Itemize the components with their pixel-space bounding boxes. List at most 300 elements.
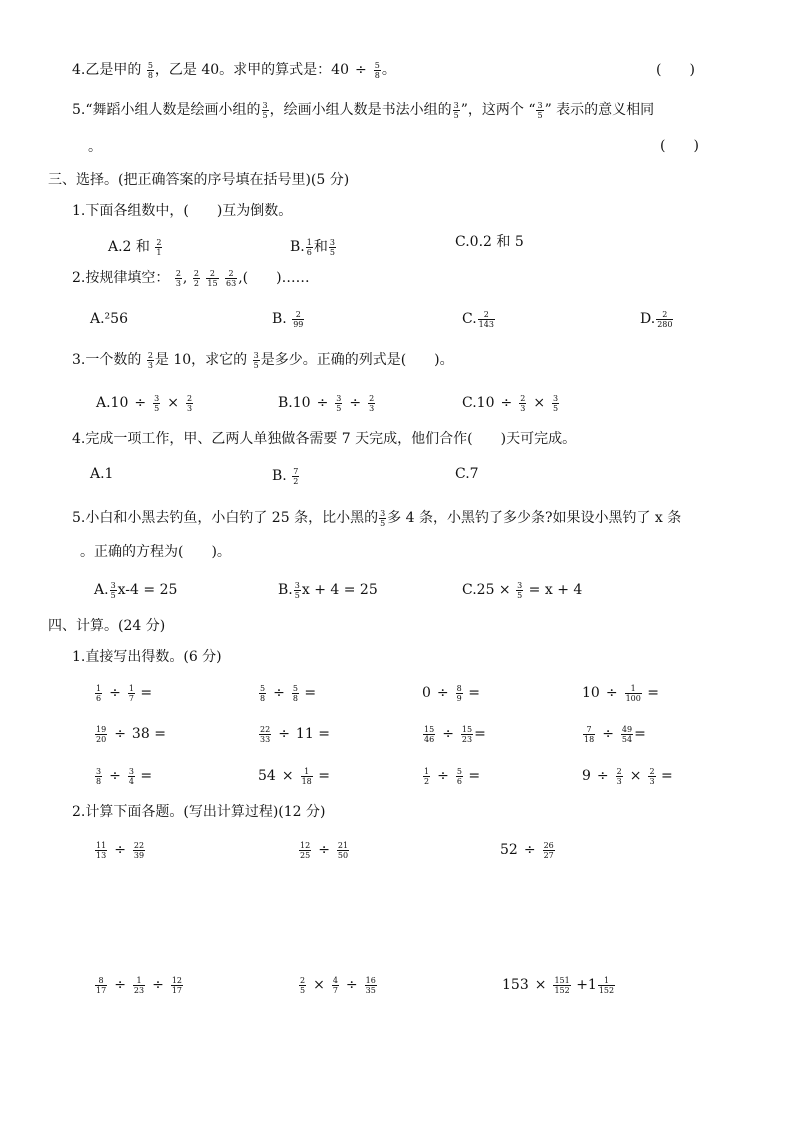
denominator: 35 — [365, 985, 376, 995]
text: B. — [272, 311, 287, 327]
text: 5. — [72, 510, 86, 526]
fraction — [536, 101, 543, 120]
text: 54 — [258, 768, 276, 784]
section-title: 四、计算。(24 分) — [48, 618, 166, 634]
fraction — [259, 725, 271, 744]
numerator: 3 — [128, 766, 134, 776]
text: 。 — [381, 62, 396, 78]
calc-expr — [94, 840, 146, 860]
text: 小白和小黑去钓鱼，小白钓了 25 条，比小黑的 — [85, 510, 379, 526]
operator: ÷ — [345, 977, 358, 993]
text: 乙是甲的 — [85, 62, 142, 78]
numerator: 2 — [292, 310, 304, 320]
numerator: 1 — [306, 237, 312, 247]
operator: × — [534, 977, 547, 993]
numerator: 1 — [625, 684, 642, 694]
numerator: 1 — [96, 683, 102, 693]
operator: ÷ — [134, 395, 147, 411]
denominator: 5 — [453, 110, 459, 120]
denominator: 143 — [478, 319, 494, 329]
numerator: 1 — [424, 766, 430, 776]
numerator: 15 — [461, 724, 473, 734]
denominator: 2 — [193, 278, 199, 288]
numerator: 3 — [553, 393, 559, 403]
text: A.2 和 — [108, 239, 150, 255]
judge-q4 — [72, 60, 396, 80]
operator: × — [167, 395, 179, 411]
denominator: 5 — [262, 110, 268, 120]
denominator: 54 — [621, 734, 633, 744]
text: 52 — [500, 842, 518, 858]
numerator: 3 — [517, 580, 523, 590]
denominator: 5 — [253, 360, 259, 370]
calc-item — [258, 766, 330, 786]
text: A.10 — [96, 395, 129, 411]
numerator: 26 — [543, 840, 554, 850]
calc-item — [582, 683, 659, 703]
numerator: 5 — [260, 683, 266, 693]
denominator: 20 — [96, 734, 107, 744]
fraction — [616, 767, 623, 786]
numerator: 2 — [300, 975, 306, 985]
judge-q5 — [72, 100, 654, 120]
numerator: 19 — [96, 724, 107, 734]
calc-item — [258, 724, 330, 744]
text: B.10 — [278, 395, 311, 411]
denominator: 9 — [456, 693, 462, 703]
denominator: 7 — [128, 693, 134, 703]
calc-item — [94, 766, 152, 786]
fraction — [128, 767, 135, 786]
numerator: 2 — [175, 268, 181, 278]
denominator: 27 — [543, 850, 554, 860]
operator: ÷ — [152, 977, 164, 993]
numerator: 22 — [260, 724, 271, 734]
fraction — [133, 976, 145, 995]
denominator: 5 — [329, 247, 335, 257]
denominator: 6 — [306, 247, 312, 257]
text: 9 — [582, 768, 591, 784]
denominator: 6 — [96, 693, 102, 703]
operator: × — [313, 977, 325, 993]
fraction — [292, 467, 299, 486]
fraction — [453, 101, 460, 120]
fraction — [299, 841, 311, 860]
calc-item — [94, 724, 166, 744]
fraction — [423, 725, 435, 744]
text: ”，这两个 “ — [460, 102, 536, 118]
text: ，乙是 40。求甲的算式是： — [154, 62, 332, 78]
denominator: 8 — [374, 70, 380, 80]
text: D. — [640, 311, 656, 327]
denominator: 18 — [584, 734, 595, 744]
fraction — [155, 238, 162, 257]
operator: ÷ — [316, 395, 329, 411]
denominator: 5 — [300, 985, 306, 995]
answer-paren[interactable]: ( ) — [660, 138, 699, 154]
denominator: 18 — [301, 776, 312, 786]
denominator: 5 — [553, 403, 559, 413]
numerator: 5 — [456, 766, 462, 776]
operator: ÷ — [355, 62, 367, 78]
denominator: 8 — [147, 70, 153, 80]
fraction — [306, 238, 313, 257]
denominator: 152 — [554, 985, 570, 995]
text: B. — [278, 582, 293, 598]
option-a[interactable]: A.1 — [90, 466, 114, 482]
numerator: 11 — [96, 840, 107, 850]
numerator: 5 — [147, 60, 153, 70]
option-c[interactable] — [462, 309, 496, 329]
numerator: 12 — [300, 840, 311, 850]
operator: ÷ — [114, 842, 126, 858]
calc-item — [422, 683, 480, 703]
numerator: 2 — [206, 269, 218, 279]
numerator: 2 — [369, 393, 375, 403]
text: 38 — [131, 726, 150, 742]
option-c[interactable]: C.7 — [455, 466, 479, 482]
denominator: 1 — [156, 247, 162, 257]
text: C. — [462, 311, 477, 327]
text: 多 4 条，小黑钓了多少条?如果设小黑钓了 x 条 — [387, 510, 682, 526]
denominator: 50 — [337, 850, 349, 860]
option-b[interactable] — [290, 237, 337, 257]
numerator: 2 — [193, 268, 199, 278]
fraction — [301, 767, 313, 786]
fraction — [259, 684, 266, 703]
numerator: 3 — [336, 393, 342, 403]
denominator: 15 — [207, 278, 218, 288]
numerator: 7 — [583, 725, 595, 735]
denominator: 3 — [175, 278, 181, 288]
numerator: 1 — [128, 683, 134, 693]
numerator: 12 — [171, 975, 183, 985]
denominator: 17 — [96, 985, 107, 995]
operator: ÷ — [318, 842, 330, 858]
text: = — [140, 685, 153, 701]
text: 是多少。正确的列式是( )。 — [260, 352, 454, 368]
fraction — [379, 509, 386, 528]
denominator: 100 — [625, 693, 641, 703]
denominator: 3 — [616, 776, 622, 786]
denominator: 3 — [147, 360, 153, 370]
operator: ÷ — [114, 977, 126, 993]
numerator: 2 — [649, 766, 655, 776]
operator: ÷ — [278, 726, 290, 742]
numerator: 1 — [301, 767, 313, 777]
text: = — [304, 685, 317, 701]
denominator: 13 — [96, 850, 107, 860]
denominator: 6 — [456, 776, 462, 786]
fraction — [171, 976, 183, 995]
denominator: 5 — [517, 590, 523, 600]
text: C.10 — [462, 395, 495, 411]
fraction — [294, 581, 301, 600]
numerator: 8 — [95, 976, 107, 986]
option-b[interactable] — [272, 309, 305, 329]
fraction — [478, 310, 495, 329]
text: = — [154, 726, 166, 742]
option-c[interactable] — [462, 393, 560, 413]
denominator: 3 — [649, 776, 655, 786]
text: 10 — [582, 685, 600, 701]
denominator: 8 — [96, 776, 102, 786]
denominator: 39 — [133, 850, 145, 860]
numerator: 3 — [262, 100, 268, 110]
text: 11 — [295, 726, 314, 742]
fraction — [299, 976, 306, 995]
text: 4. — [72, 431, 86, 447]
fraction — [95, 684, 102, 703]
calc-expr — [500, 840, 556, 860]
sub-title: 1.直接写出得数。(6 分) — [72, 649, 222, 665]
numerator: 1 — [598, 976, 615, 986]
fraction — [332, 976, 339, 995]
text: “舞蹈小组人数是绘画小组的 — [85, 102, 261, 118]
numerator: 1 — [133, 976, 145, 986]
text: 2. — [72, 270, 86, 286]
denominator: 5 — [294, 590, 300, 600]
text: B. — [272, 468, 287, 484]
choice-q5 — [72, 508, 681, 528]
numerator: 8 — [456, 683, 462, 693]
text: +1 — [576, 977, 597, 993]
numerator: 3 — [294, 580, 300, 590]
denominator: 5 — [336, 403, 342, 413]
numerator: 151 — [554, 975, 570, 985]
denominator: 8 — [292, 693, 298, 703]
operator: ÷ — [109, 685, 121, 701]
option-a[interactable] — [94, 580, 177, 600]
text: 3. — [72, 352, 86, 368]
fraction — [329, 238, 336, 257]
fraction — [110, 581, 117, 600]
operator: ÷ — [500, 395, 513, 411]
fraction — [456, 684, 463, 703]
denominator: 17 — [171, 985, 183, 995]
calc-expr — [502, 975, 616, 995]
fraction — [147, 351, 154, 370]
denominator: 3 — [520, 403, 526, 413]
numerator: 2 — [616, 766, 622, 776]
fraction — [456, 767, 463, 786]
option-c[interactable]: C.0.2 和 5 — [455, 234, 524, 250]
choice-q3 — [72, 350, 454, 370]
fraction — [193, 269, 200, 288]
fraction — [621, 725, 633, 744]
text: A. — [94, 582, 109, 598]
numerator: 3 — [253, 350, 259, 360]
fraction — [365, 976, 377, 995]
text: C.25 × — [462, 582, 511, 598]
calc-item — [258, 683, 316, 703]
calc-item — [582, 766, 673, 786]
text: , — [238, 270, 243, 286]
choice-q2 — [72, 268, 310, 288]
operator: × — [281, 768, 294, 784]
numerator: 5 — [292, 683, 298, 693]
option-b[interactable] — [278, 580, 378, 600]
operator: ÷ — [109, 768, 121, 784]
operator: × — [533, 395, 546, 411]
fraction — [292, 310, 304, 329]
sub-title: 2.计算下面各题。(写出计算过程)(12 分) — [72, 804, 326, 820]
numerator: 5 — [374, 60, 380, 70]
text: 完成一项工作，甲、乙两人单独做各需要 7 天完成，他们合作( )天可完成。 — [85, 431, 577, 447]
fraction — [656, 310, 673, 329]
fraction — [133, 841, 145, 860]
numerator: 22 — [133, 840, 145, 850]
numerator: 3 — [453, 100, 459, 110]
operator: ÷ — [602, 726, 614, 742]
numerator: 2 — [520, 393, 526, 403]
denominator: 8 — [260, 693, 266, 703]
text: B. — [290, 239, 305, 255]
denominator: 4 — [128, 776, 134, 786]
denominator: 46 — [424, 734, 435, 744]
section-title: 三、选择。(把正确答案的序号填在括号里)(5 分) — [48, 172, 350, 188]
numerator: 2 — [147, 350, 153, 360]
text: 按规律填空： — [85, 270, 170, 286]
text: = — [318, 768, 330, 784]
answer-paren[interactable]: ( ) — [656, 62, 695, 78]
denominator: 99 — [293, 319, 304, 329]
fraction — [128, 684, 135, 703]
fraction — [552, 394, 559, 413]
numerator: 2 — [478, 310, 495, 320]
denominator: 5 — [110, 590, 116, 600]
denominator: 5 — [154, 403, 160, 413]
text: = — [634, 726, 646, 742]
denominator: 25 — [300, 850, 311, 860]
calc-item — [422, 724, 486, 744]
fraction — [543, 841, 555, 860]
numerator: 3 — [380, 508, 386, 518]
operator: ÷ — [596, 768, 609, 784]
text: ” 表示的意义相同 — [544, 102, 655, 118]
text: = — [468, 685, 480, 701]
denominator: 2 — [424, 776, 430, 786]
fraction — [423, 767, 430, 786]
fraction — [292, 684, 299, 703]
choice-q1 — [72, 201, 292, 221]
denominator: 7 — [332, 985, 338, 995]
numerator: 3 — [537, 100, 543, 110]
text: 0 — [422, 685, 431, 701]
fraction — [225, 269, 237, 288]
numerator: 7 — [293, 466, 299, 476]
fraction — [625, 684, 642, 703]
fraction — [374, 61, 381, 80]
text: = x + 4 — [528, 582, 583, 598]
text: 下面各组数中，( )互为倒数。 — [85, 203, 293, 219]
numerator: 15 — [424, 724, 435, 734]
text: ，绘画小组人数是书法小组的 — [269, 102, 452, 118]
text: = — [318, 726, 330, 742]
option-b[interactable] — [272, 466, 300, 486]
option-a[interactable] — [108, 237, 163, 257]
calc-expr — [298, 975, 378, 995]
numerator: 2 — [225, 269, 237, 279]
judge-q5-cont: 。 — [88, 139, 102, 155]
denominator: 33 — [260, 734, 271, 744]
calc-item — [94, 683, 152, 703]
text: 和 — [313, 239, 328, 255]
fraction — [337, 841, 349, 860]
text: 1. — [72, 203, 86, 219]
fraction — [516, 581, 523, 600]
fraction — [95, 767, 102, 786]
numerator: 4 — [332, 975, 338, 985]
denominator: 3 — [186, 403, 193, 413]
operator: ÷ — [605, 685, 618, 701]
numerator: 2 — [656, 310, 673, 320]
operator: ÷ — [349, 395, 362, 411]
option-c[interactable] — [462, 580, 582, 600]
fraction — [95, 841, 107, 860]
denominator: 23 — [461, 734, 473, 744]
operator: ÷ — [114, 726, 126, 742]
fraction — [186, 394, 193, 413]
option-d[interactable] — [640, 309, 674, 329]
fraction — [95, 725, 107, 744]
option-b[interactable] — [278, 393, 376, 413]
fraction — [553, 976, 570, 995]
option-a[interactable] — [96, 393, 194, 413]
text: 40 — [331, 62, 349, 78]
numerator: 3 — [110, 580, 116, 590]
text: 是 10，求它的 — [154, 352, 248, 368]
numerator: 2 — [156, 237, 162, 247]
numerator: 21 — [337, 840, 349, 850]
denominator: 5 — [380, 518, 386, 528]
fraction — [147, 61, 154, 80]
denominator: 5 — [537, 110, 543, 120]
denominator: 63 — [226, 278, 237, 288]
fraction — [175, 269, 182, 288]
text: x + 4 = 25 — [301, 582, 378, 598]
denominator: 280 — [657, 319, 673, 329]
calc-item — [582, 724, 646, 744]
text: = — [474, 726, 486, 742]
fraction — [648, 767, 655, 786]
fraction — [519, 394, 526, 413]
numerator: 49 — [621, 724, 633, 734]
calc-expr — [298, 840, 350, 860]
operator: ÷ — [273, 685, 285, 701]
text: , — [182, 270, 188, 286]
text: = — [140, 768, 153, 784]
numerator: 3 — [96, 766, 102, 776]
numerator: 3 — [329, 237, 335, 247]
text: 一个数的 — [85, 352, 142, 368]
fraction — [461, 725, 473, 744]
fraction — [206, 269, 218, 288]
text: ( )…… — [242, 270, 310, 286]
option-a[interactable]: A.²56 — [90, 311, 128, 327]
numerator: 3 — [154, 393, 160, 403]
fraction — [335, 394, 342, 413]
text: = — [647, 685, 660, 701]
denominator: 2 — [293, 476, 299, 486]
operator: ÷ — [442, 726, 454, 742]
text: 153 — [502, 977, 529, 993]
fraction — [598, 976, 615, 995]
fraction — [253, 351, 260, 370]
calc-expr — [94, 975, 184, 995]
operator: ÷ — [523, 842, 536, 858]
text: 4. — [72, 62, 86, 78]
